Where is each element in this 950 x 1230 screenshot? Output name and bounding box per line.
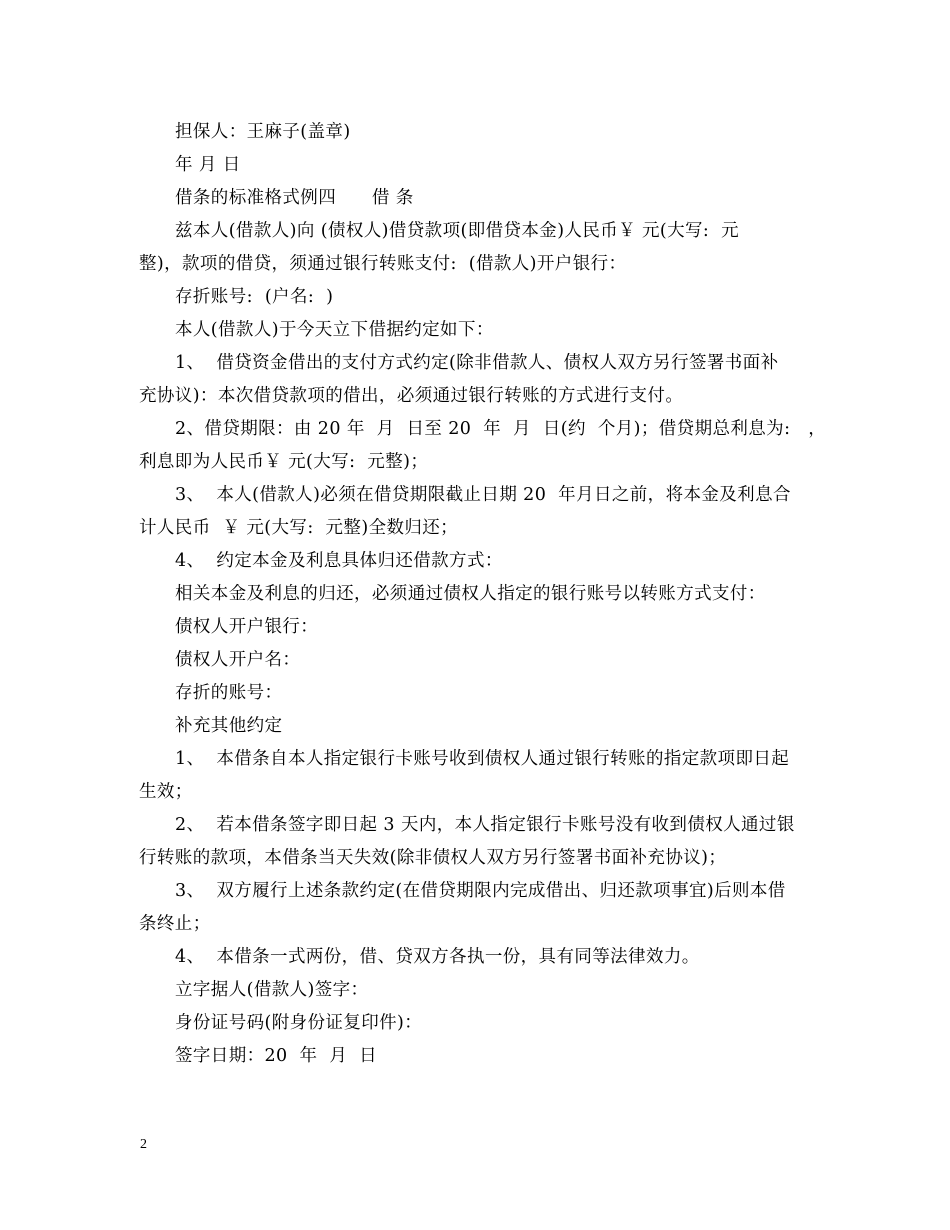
- text-line: 1、 本借条自本人指定银行卡账号收到债权人通过银行转账的指定款项即日起: [175, 749, 790, 769]
- text-line: 补充其他约定: [175, 716, 283, 736]
- text-line: 4、 本借条一式两份，借、贷双方各执一份，具有同等法律效力。: [175, 947, 700, 967]
- text-line: 4、 约定本金及利息具体归还借款方式：: [175, 551, 503, 571]
- text-line: 1、 借贷资金借出的支付方式约定(除非借款人、债权人双方另行签署书面补: [175, 353, 779, 373]
- text-line: 条终止；: [139, 914, 211, 934]
- text-line: 签字日期：20 年 月 日: [175, 1046, 378, 1066]
- text-line: 3、 双方履行上述条款约定(在借贷期限内完成借出、归还款项事宜)后则本借: [175, 881, 786, 901]
- text-line: 本人(借款人)于今天立下借据约定如下：: [175, 320, 494, 340]
- text-line: 行转账的款项，本借条当天失效(除非债权人双方另行签署书面补充协议)；: [139, 848, 727, 868]
- text-line: 兹本人(借款人)向 (债权人)借贷款项(即借贷本金)人民币￥ 元(大写: 元: [175, 221, 740, 241]
- text-line: 借条的标准格式例四 借 条: [175, 188, 414, 208]
- text-line: 3、 本人(借款人)必须在借贷期限截止日期 20 年月日之前，将本金及利息合: [175, 485, 791, 505]
- text-line: 利息即为人民币￥ 元(大写: 元整)；: [139, 452, 429, 472]
- text-line: 身份证号码(附身份证复印件)：: [175, 1013, 423, 1033]
- text-line: 2、借贷期限：由 20 年 月 日至 20 年 月 日(约 个月)；借贷期总利息为: ，: [175, 419, 827, 439]
- text-line: 整)，款项的借贷，须通过银行转账支付: (借款人)开户银行：: [139, 254, 627, 274]
- text-line: 担保人：王麻子(盖章): [175, 122, 351, 142]
- text-line: 计人民币 ￥ 元(大写: 元整)全数归还；: [139, 518, 459, 538]
- text-line: 相关本金及利息的归还，必须通过债权人指定的银行账号以转账方式支付：: [175, 584, 766, 604]
- text-line: 债权人开户银行：: [175, 617, 319, 637]
- text-line: 债权人开户名：: [175, 650, 301, 670]
- text-line: 2、 若本借条签字即日起 3 天内，本人指定银行卡账号没有收到债权人通过银: [175, 815, 795, 835]
- page-number: 2: [140, 1137, 147, 1152]
- text-line: 立字据人(借款人)签字：: [175, 980, 369, 1000]
- text-line: 年 月 日: [175, 155, 241, 175]
- text-line: 生效；: [139, 782, 193, 802]
- text-line: 存折账号: (户名: ): [175, 287, 334, 307]
- text-line: 存折的账号：: [175, 683, 283, 703]
- document-body: [139, 116, 827, 1073]
- text-line: 充协议)：本次借贷款项的借出，必须通过银行转账的方式进行支付。: [139, 386, 684, 406]
